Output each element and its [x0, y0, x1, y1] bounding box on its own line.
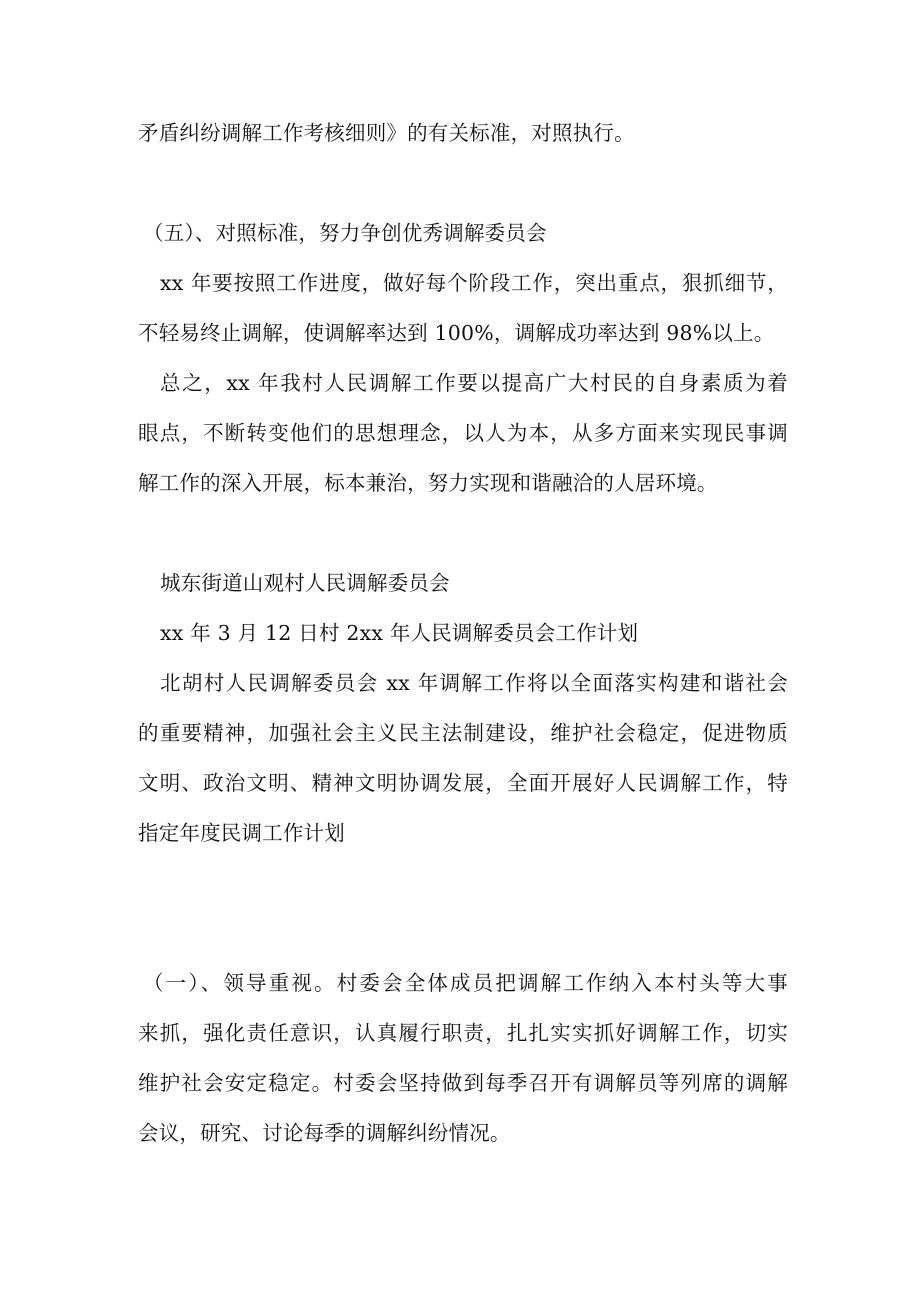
date-title-line: xx 年 3 月 12 日村 2xx 年人民调解委员会工作计划	[160, 621, 639, 645]
section-heading: （五）、对照标准，努力争创优秀调解委员会	[143, 221, 547, 245]
text-line: 不轻易终止调解，使调解率达到 100%，调解成功率达到 98%以上。	[138, 321, 775, 345]
text-line: 文明、政治文明、精神文明协调发展，全面开展好人民调解工作，特	[138, 771, 788, 795]
text-line: 眼点，不断转变他们的思想理念，以人为本，从多方面来实现民事调	[138, 421, 788, 445]
text-line: xx 年要按照工作进度，做好每个阶段工作，突出重点，狠抓细节，	[160, 271, 788, 295]
text-line: 的重要精神，加强社会主义民主法制建设，维护社会稳定，促进物质	[138, 721, 788, 745]
text-line: 来抓，强化责任意识，认真履行职责，扎扎实实抓好调解工作，切实	[138, 1021, 788, 1045]
text-line: 矛盾纠纷调解工作考核细则》的有关标准，对照执行。	[138, 121, 635, 145]
text-line: 解工作的深入开展，标本兼治，努力实现和谐融洽的人居环境。	[138, 471, 718, 495]
text-line: 总之，xx 年我村人民调解工作要以提高广大村民的自身素质为着	[160, 371, 788, 395]
text-line: 北胡村人民调解委员会 xx 年调解工作将以全面落实构建和谐社会	[160, 671, 788, 695]
text-line: 会议，研究、讨论每季的调解纠纷情况。	[138, 1121, 511, 1145]
section-paragraph-line: （一）、领导重视。村委会全体成员把调解工作纳入本村头等大事	[143, 971, 788, 995]
signature-line: 城东街道山观村人民调解委员会	[160, 571, 450, 595]
text-line: 指定年度民调工作计划	[138, 821, 345, 845]
text-line: 维护社会安定稳定。村委会坚持做到每季召开有调解员等列席的调解	[138, 1071, 788, 1095]
